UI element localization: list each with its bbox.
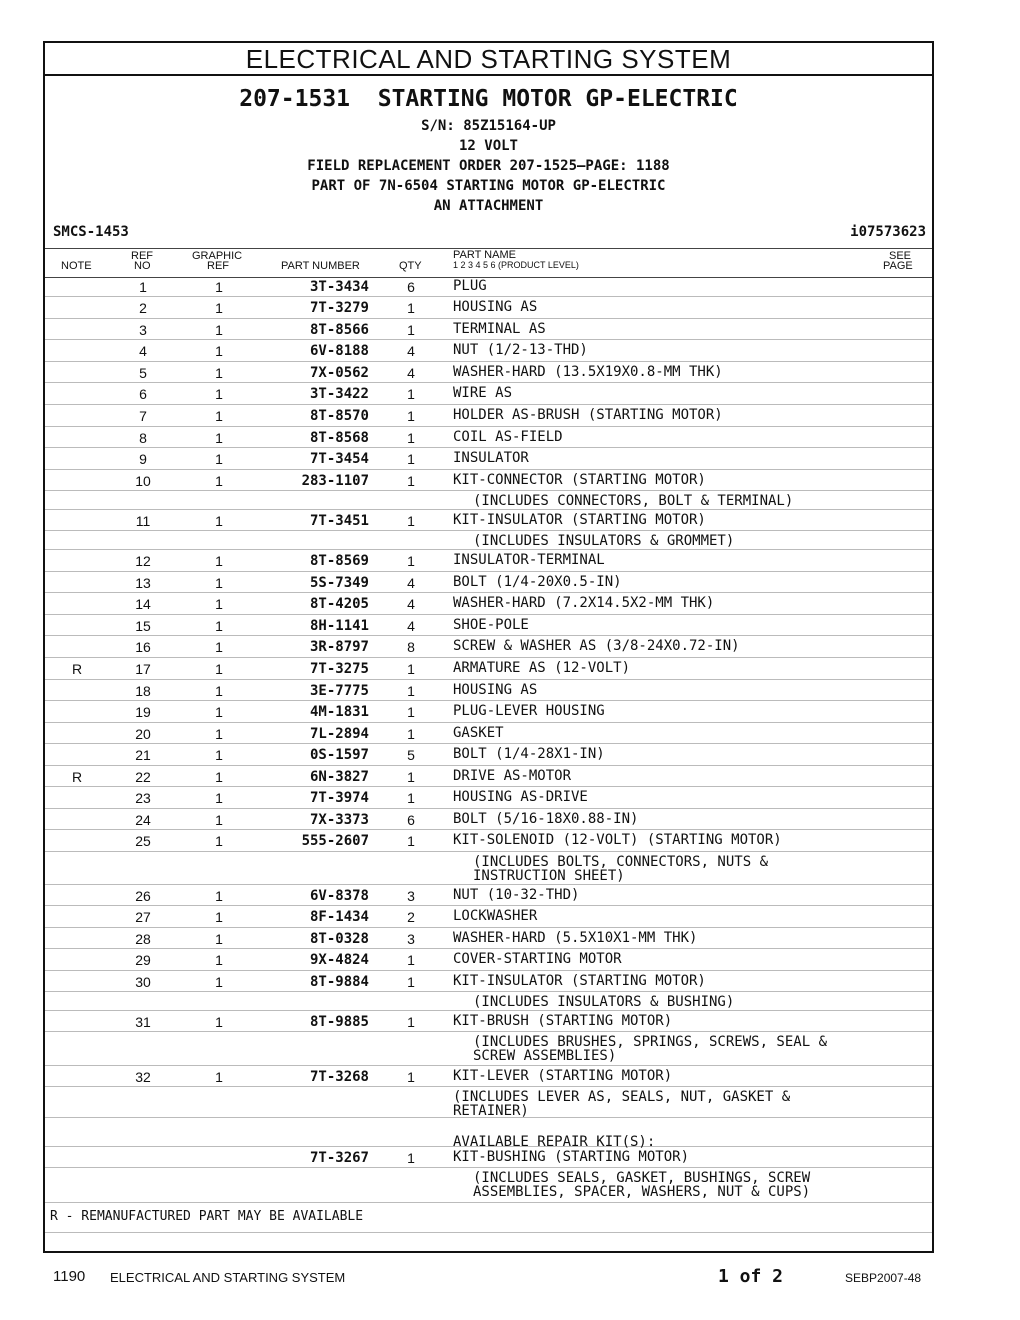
ref-no-cell: 25: [135, 833, 151, 849]
note-cell: R: [71, 769, 83, 785]
qty-cell: 1: [407, 833, 415, 849]
ref-no-cell: 19: [135, 704, 151, 720]
smcs-code: SMCS-1453: [53, 224, 129, 240]
part-name-cell: WIRE AS: [453, 385, 513, 401]
qty-cell: 6: [407, 812, 415, 828]
table-row: [45, 992, 932, 1011]
qty-cell: 1: [407, 683, 415, 699]
part-name-cell: HOUSING AS-DRIVE: [453, 789, 588, 805]
ref-no-cell: 12: [135, 553, 151, 569]
ref-no-cell: 27: [135, 909, 151, 925]
part-name-cell: KIT-INSULATOR (STARTING MOTOR): [453, 973, 706, 989]
part-name-cell: (INCLUDES BRUSHES, SPRINGS, SCREWS, SEAL & SCREW ASSEMBLIES): [473, 1034, 828, 1064]
ref-no-cell: 24: [135, 812, 151, 828]
table-row: [45, 362, 932, 383]
remanufactured-note-text: R - REMANUFACTURED PART MAY BE AVAILABLE: [50, 1209, 364, 1224]
table-row: [45, 1066, 932, 1087]
graphic-ref-cell: 1: [215, 408, 223, 424]
col-qty: QTY: [399, 260, 422, 272]
qty-cell: 4: [407, 596, 415, 612]
part-number-cell: 7T-3268: [309, 1069, 369, 1085]
table-row: [45, 276, 932, 297]
qty-cell: 1: [407, 386, 415, 402]
qty-cell: 1: [407, 726, 415, 742]
part-number-cell: 3E-7775: [309, 683, 369, 699]
ref-no-cell: 7: [139, 408, 147, 424]
table-row: [45, 615, 932, 636]
table-row: [45, 885, 932, 906]
part-number-cell: 8T-8566: [309, 322, 369, 338]
ref-no-cell: 28: [135, 931, 151, 947]
part-number-cell: 6N-3827: [309, 769, 369, 785]
page-footer: [0, 1266, 1020, 1290]
field-replacement-order: FIELD REPLACEMENT ORDER 207-1525—PAGE: 1188: [307, 158, 670, 174]
part-number-cell: 4M-1831: [309, 704, 369, 720]
table-row: [45, 593, 932, 615]
part-number-cell: 7X-0562: [309, 365, 369, 381]
graphic-ref-cell: 1: [215, 1069, 223, 1085]
col-product-level: 1 2 3 4 5 6 (PRODUCT LEVEL): [453, 260, 579, 270]
qty-cell: 1: [407, 451, 415, 467]
table-row: [45, 405, 932, 427]
graphic-ref-cell: 1: [215, 704, 223, 720]
graphic-ref-cell: 1: [215, 451, 223, 467]
part-number-cell: 7T-3454: [309, 451, 369, 467]
part-name-cell: (INCLUDES SEALS, GASKET, BUSHINGS, SCREW ASSEMBLIES, SPACER, WASHERS, NUT & CUPS): [473, 1170, 811, 1200]
table-row: [45, 572, 932, 593]
graphic-ref-cell: 1: [215, 909, 223, 925]
part-number-cell: 8T-8569: [309, 553, 369, 569]
qty-cell: 2: [407, 909, 415, 925]
part-number-cell: 6V-8188: [309, 343, 369, 359]
part-name-cell: (INCLUDES INSULATORS & BUSHING): [473, 994, 735, 1010]
part-name-cell: KIT-BUSHING (STARTING MOTOR): [453, 1149, 690, 1165]
part-name-cell: HOUSING AS: [453, 299, 538, 315]
part-name-cell: NUT (10-32-THD): [453, 887, 580, 903]
qty-cell: 1: [407, 408, 415, 424]
table-row: [45, 636, 932, 658]
part-name-cell: BOLT (1/4-28X1-IN): [453, 746, 605, 762]
table-row: [45, 510, 932, 531]
part-name-cell: BOLT (1/4-20X0.5-IN): [453, 574, 622, 590]
ref-no-cell: 23: [135, 790, 151, 806]
part-name-cell: KIT-CONNECTOR (STARTING MOTOR): [453, 472, 706, 488]
part-number-cell: 7T-3974: [309, 790, 369, 806]
table-row: [45, 971, 932, 992]
table-row: [45, 949, 932, 971]
col-ref-no-2: NO: [134, 260, 151, 272]
qty-cell: 1: [407, 322, 415, 338]
table-row: [45, 680, 932, 701]
part-number-cell: 0S-1597: [309, 747, 369, 763]
part-name-cell: PLUG: [453, 278, 487, 294]
part-name-cell: (INCLUDES CONNECTORS, BOLT & TERMINAL): [473, 493, 794, 509]
table-row: [45, 787, 932, 809]
table-row: [45, 723, 932, 744]
part-number-cell: 7T-3451: [309, 513, 369, 529]
group-number: 207-1531: [239, 86, 351, 112]
ref-no-cell: 30: [135, 974, 151, 990]
part-name-cell: SCREW & WASHER AS (3/8-24X0.72-IN): [453, 638, 740, 654]
part-name-cell: LOCKWASHER: [453, 908, 538, 924]
table-row: [45, 766, 932, 787]
ref-no-cell: 10: [135, 473, 151, 489]
graphic-ref-cell: 1: [215, 473, 223, 489]
ref-no-cell: 21: [135, 747, 151, 763]
part-number-cell: 3T-3434: [309, 279, 369, 295]
table-row: [45, 852, 932, 885]
part-name-cell: COVER-STARTING MOTOR: [453, 951, 622, 967]
qty-cell: 1: [407, 952, 415, 968]
part-number-cell: 8T-0328: [309, 931, 369, 947]
part-number-cell: 7T-3279: [309, 300, 369, 316]
table-row: [45, 1168, 932, 1203]
group-name: STARTING MOTOR GP-ELECTRIC: [377, 86, 738, 112]
graphic-ref-cell: 1: [215, 833, 223, 849]
table-row: [45, 658, 932, 680]
qty-cell: 4: [407, 365, 415, 381]
graphic-ref-cell: 1: [215, 618, 223, 634]
ref-no-cell: 9: [139, 451, 147, 467]
footer-section: ELECTRICAL AND STARTING SYSTEM: [110, 1270, 346, 1285]
part-number-cell: 8T-8568: [309, 430, 369, 446]
qty-cell: 4: [407, 343, 415, 359]
table-row: [45, 1087, 932, 1118]
ref-no-cell: 32: [135, 1069, 151, 1085]
part-name-cell: DRIVE AS-MOTOR: [453, 768, 572, 784]
table-row: [45, 1011, 932, 1032]
table-row: [45, 531, 932, 550]
col-part-name: PART NAME: [453, 249, 516, 261]
qty-cell: 1: [407, 661, 415, 677]
qty-cell: 1: [407, 790, 415, 806]
illustration-id: i07573623: [850, 224, 926, 240]
graphic-ref-cell: 1: [215, 343, 223, 359]
qty-cell: 1: [407, 430, 415, 446]
table-row: [45, 470, 932, 491]
col-graphic-ref-1: GRAPHIC: [192, 250, 243, 262]
part-name-cell: INSULATOR: [453, 450, 529, 466]
ref-no-cell: 31: [135, 1014, 151, 1030]
qty-cell: 1: [407, 513, 415, 529]
graphic-ref-cell: 1: [215, 661, 223, 677]
part-number-cell: 283-1107: [301, 473, 369, 489]
graphic-ref-cell: 1: [215, 279, 223, 295]
graphic-ref-cell: 1: [215, 769, 223, 785]
ref-no-cell: 13: [135, 575, 151, 591]
part-number-cell: 555-2607: [301, 833, 369, 849]
table-row: [45, 744, 932, 766]
qty-cell: 8: [407, 639, 415, 655]
ref-no-cell: 20: [135, 726, 151, 742]
ref-no-cell: 1: [139, 279, 147, 295]
parts-list: [45, 276, 932, 1203]
table-row: [45, 928, 932, 949]
qty-cell: 1: [407, 1069, 415, 1085]
qty-cell: 6: [407, 279, 415, 295]
graphic-ref-cell: 1: [215, 974, 223, 990]
ref-no-cell: 3: [139, 322, 147, 338]
voltage: 12 VOLT: [458, 138, 518, 154]
serial-range: S/N: 85Z15164-UP: [421, 118, 556, 134]
part-number-cell: 3T-3422: [309, 386, 369, 402]
column-headers: [45, 248, 932, 278]
graphic-ref-cell: 1: [215, 639, 223, 655]
graphic-ref-cell: 1: [215, 575, 223, 591]
part-name-cell: ARMATURE AS (12-VOLT): [453, 660, 631, 676]
graphic-ref-cell: 1: [215, 365, 223, 381]
col-graphic-ref-2: REF: [207, 260, 229, 272]
part-name-cell: (INCLUDES LEVER AS, SEALS, NUT, GASKET & RETAINER): [453, 1089, 791, 1119]
part-number-cell: 6V-8378: [309, 888, 369, 904]
part-name-cell: (INCLUDES BOLTS, CONNECTORS, NUTS & INSTRUCTION SHEET): [473, 854, 769, 884]
table-row: [45, 701, 932, 723]
table-row: [45, 427, 932, 448]
part-number-cell: 8T-9884: [309, 974, 369, 990]
part-number-cell: 7T-3267: [309, 1150, 369, 1166]
graphic-ref-cell: 1: [215, 300, 223, 316]
graphic-ref-cell: 1: [215, 888, 223, 904]
qty-cell: 5: [407, 747, 415, 763]
ref-no-cell: 4: [139, 343, 147, 359]
qty-cell: 4: [407, 575, 415, 591]
graphic-ref-cell: 1: [215, 430, 223, 446]
part-name-cell: PLUG-LEVER HOUSING: [453, 703, 605, 719]
part-of: PART OF 7N-6504 STARTING MOTOR GP-ELECTRIC: [311, 178, 666, 194]
ref-no-cell: 5: [139, 365, 147, 381]
graphic-ref-cell: 1: [215, 386, 223, 402]
ref-no-cell: 8: [139, 430, 147, 446]
qty-cell: 1: [407, 300, 415, 316]
table-row: [45, 906, 932, 928]
ref-no-cell: 18: [135, 683, 151, 699]
qty-cell: 1: [407, 1150, 415, 1166]
table-row: [45, 491, 932, 510]
table-row: [45, 809, 932, 830]
qty-cell: 1: [407, 974, 415, 990]
ref-no-cell: 29: [135, 952, 151, 968]
graphic-ref-cell: 1: [215, 322, 223, 338]
qty-cell: 1: [407, 769, 415, 785]
part-name-cell: WASHER-HARD (5.5X10X1-MM THK): [453, 930, 698, 946]
ref-no-cell: 6: [139, 386, 147, 402]
part-name-cell: KIT-INSULATOR (STARTING MOTOR): [453, 512, 706, 528]
qty-cell: 3: [407, 888, 415, 904]
part-number-cell: 3R-8797: [309, 639, 369, 655]
col-part-number: PART NUMBER: [281, 260, 360, 272]
graphic-ref-cell: 1: [215, 553, 223, 569]
remanufactured-note: [45, 1206, 932, 1233]
graphic-ref-cell: 1: [215, 596, 223, 612]
ref-no-cell: 15: [135, 618, 151, 634]
qty-cell: 1: [407, 473, 415, 489]
part-number-cell: 8H-1141: [309, 618, 369, 634]
group-header: [45, 76, 932, 246]
part-number-cell: 8T-4205: [309, 596, 369, 612]
graphic-ref-cell: 1: [215, 931, 223, 947]
part-name-cell: HOUSING AS: [453, 682, 538, 698]
graphic-ref-cell: 1: [215, 726, 223, 742]
col-ref-no-1: REF: [131, 250, 153, 262]
ref-no-cell: 16: [135, 639, 151, 655]
part-number-cell: 7T-3275: [309, 661, 369, 677]
table-row: [45, 830, 932, 852]
part-name-cell: KIT-BRUSH (STARTING MOTOR): [453, 1013, 673, 1029]
section-title: ELECTRICAL AND STARTING SYSTEM: [45, 43, 932, 76]
parts-page-frame: [43, 41, 934, 1253]
group-title: [45, 86, 932, 112]
part-number-cell: 7L-2894: [309, 726, 369, 742]
part-name-cell: (INCLUDES INSULATORS & GROMMET): [473, 533, 735, 549]
qty-cell: 1: [407, 704, 415, 720]
qty-cell: 1: [407, 1014, 415, 1030]
page-of: 1 of 2: [718, 1266, 784, 1287]
part-name-cell: GASKET: [453, 725, 504, 741]
col-note: NOTE: [61, 260, 92, 272]
part-number-cell: 9X-4824: [309, 952, 369, 968]
part-number-cell: 8F-1434: [309, 909, 369, 925]
part-name-cell: SHOE-POLE: [453, 617, 529, 633]
part-name-cell: WASHER-HARD (13.5X19X0.8-MM THK): [453, 364, 723, 380]
ref-no-cell: 26: [135, 888, 151, 904]
table-row: [45, 340, 932, 362]
graphic-ref-cell: 1: [215, 747, 223, 763]
part-number-cell: 7X-3373: [309, 812, 369, 828]
ref-no-cell: 14: [135, 596, 151, 612]
document-id: SEBP2007-48: [845, 1271, 922, 1285]
part-name-cell: BOLT (5/16-18X0.88-IN): [453, 811, 639, 827]
ref-no-cell: 11: [135, 513, 151, 529]
ref-no-cell: 17: [135, 661, 151, 677]
part-name-cell: INSULATOR-TERMINAL: [453, 552, 605, 568]
col-see-page-1: SEE: [889, 250, 912, 262]
graphic-ref-cell: 1: [215, 683, 223, 699]
part-name-cell: HOLDER AS-BRUSH (STARTING MOTOR): [453, 407, 723, 423]
table-row: [45, 1118, 932, 1150]
attachment-label: AN ATTACHMENT: [433, 198, 544, 214]
graphic-ref-cell: 1: [215, 952, 223, 968]
note-cell: R: [71, 661, 83, 677]
qty-cell: 3: [407, 931, 415, 947]
qty-cell: 4: [407, 618, 415, 634]
table-row: [45, 1147, 932, 1168]
part-name-cell: KIT-LEVER (STARTING MOTOR): [453, 1068, 673, 1084]
part-number-cell: 8T-8570: [309, 408, 369, 424]
part-name-cell: TERMINAL AS: [453, 321, 546, 337]
graphic-ref-cell: 1: [215, 1014, 223, 1030]
col-see-page-2: PAGE: [883, 260, 913, 272]
table-row: [45, 297, 932, 319]
ref-no-cell: 2: [139, 300, 147, 316]
part-number-cell: 8T-9885: [309, 1014, 369, 1030]
part-name-cell: AVAILABLE REPAIR KIT(S):: [453, 1134, 656, 1150]
ref-no-cell: 22: [135, 769, 151, 785]
table-row: [45, 383, 932, 405]
graphic-ref-cell: 1: [215, 513, 223, 529]
part-name-cell: COIL AS-FIELD: [453, 429, 563, 445]
part-name-cell: KIT-SOLENOID (12-VOLT) (STARTING MOTOR): [453, 832, 782, 848]
graphic-ref-cell: 1: [215, 790, 223, 806]
table-row: [45, 448, 932, 470]
graphic-ref-cell: 1: [215, 812, 223, 828]
table-row: [45, 319, 932, 340]
part-name-cell: NUT (1/2-13-THD): [453, 342, 588, 358]
qty-cell: 1: [407, 553, 415, 569]
part-name-cell: WASHER-HARD (7.2X14.5X2-MM THK): [453, 595, 715, 611]
page-number: 1190: [53, 1268, 86, 1285]
table-row: [45, 550, 932, 572]
part-number-cell: 5S-7349: [309, 575, 369, 591]
table-row: [45, 1032, 932, 1066]
